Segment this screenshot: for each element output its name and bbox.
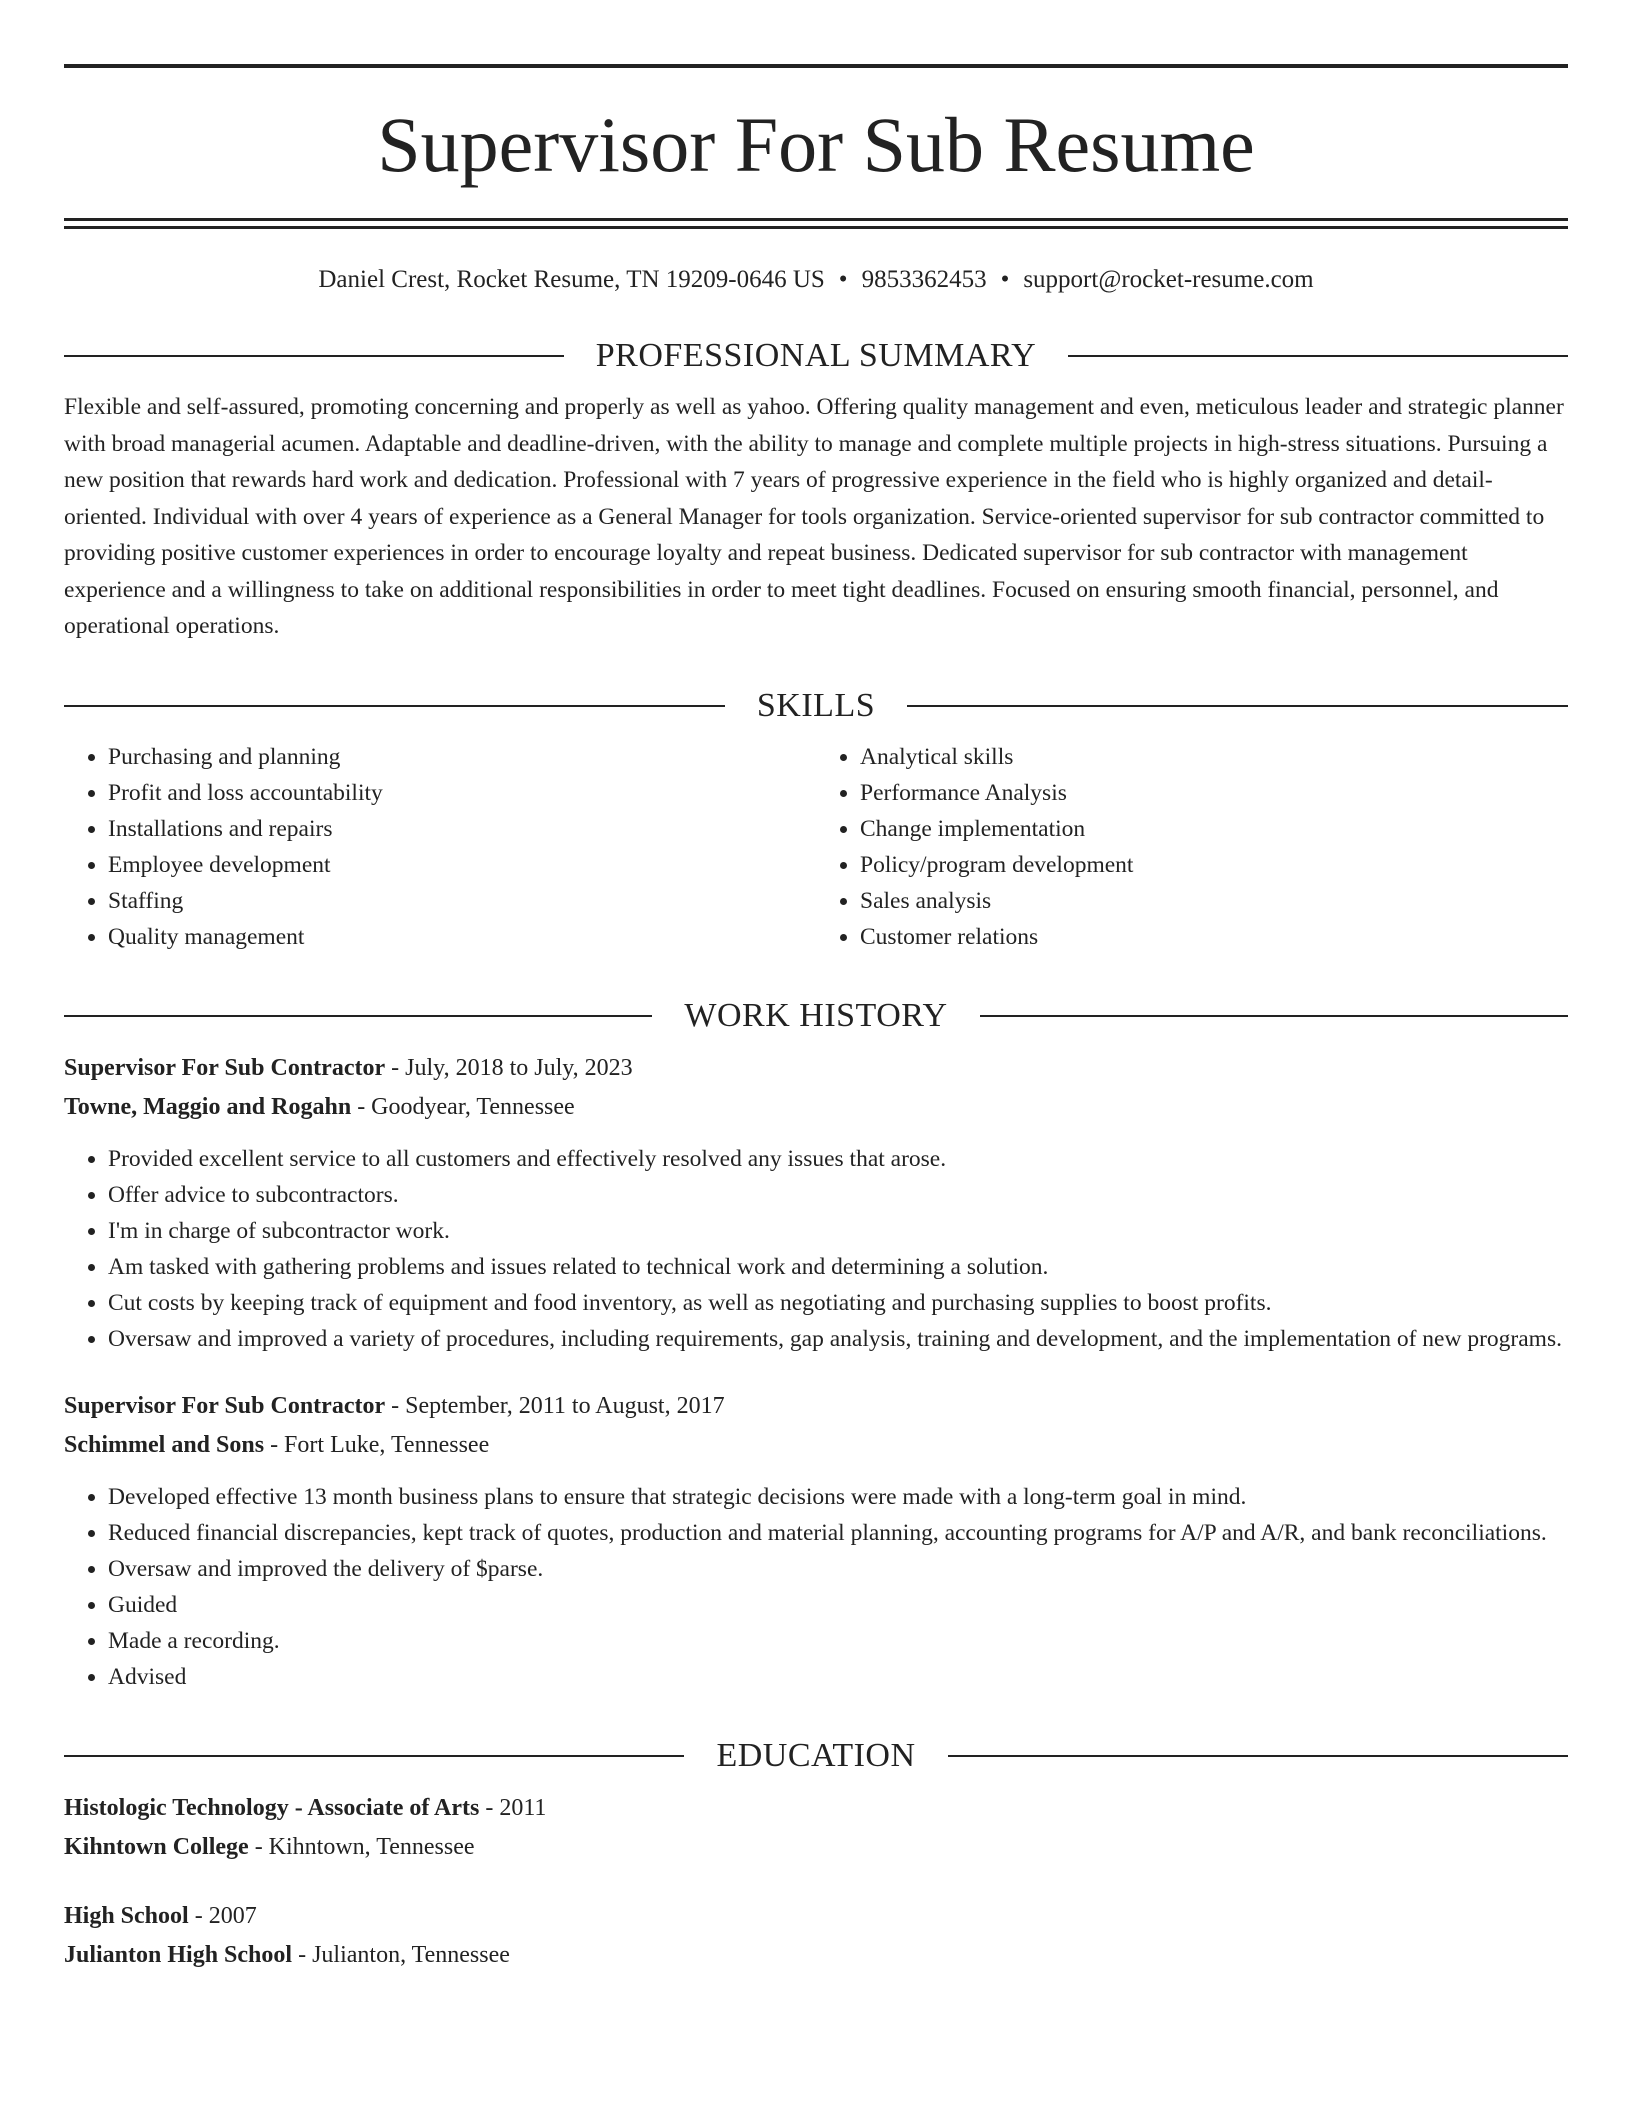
job-bullet: • Cut costs by keeping track of equipment and food inventory, as well as negotiating and purchasing supplies to boost profits. [108,1285,1568,1321]
job-location: - Fort Luke, Tennessee [264,1431,490,1458]
contact-separator: • [838,266,848,293]
job-dates: - September, 2011 to August, 2017 [385,1392,725,1419]
title-double-rule [64,218,1568,229]
summary-text: Flexible and self-assured, promoting concerning and properly as well as yahoo. Offering quality management and even, meticulous leader and strategic planner with broad managerial acumen. Adaptable and deadline-driven, with the ability to manage and complete multiple projects in high-stress situations. Pursuing a new position that rewards hard work and dedication. Professional with 7 years of progressive experience in the field who is highly organized and detail-oriented. Individual with over 4 years of experience as a General Manager for tools organization. Service-oriented supervisor for sub contractor committed to providing positive customer experiences in order to encourage loyalty and repeat business. Dedicated supervisor for sub contractor with management experience and a willingness to take on additional responsibilities in order to meet tight deadlines. Focused on ensuring smooth financial, personnel, and operational operations. [64,394,1564,639]
skill-item: • Sales analysis [860,883,1568,919]
education-year: - 2011 [479,1794,547,1821]
skills-heading-label: SKILLS [756,686,876,724]
education-degree-line [64,1897,1568,1936]
job-title: Supervisor For Sub Contractor [64,1392,386,1419]
skill-item: • Profit and loss accountability [108,775,816,811]
job-bullet: • Am tasked with gathering problems and issues related to technical work and determining a solution. [108,1249,1568,1285]
contact-separator: • [1000,266,1010,293]
contact-line [64,265,1568,295]
education-school-line [64,1828,1568,1867]
job-bullet: • Made a recording. [108,1623,1568,1659]
job-title-line [64,1049,1568,1088]
education-school: Julianton High School [64,1941,293,1968]
skill-item: • Purchasing and planning [108,739,816,775]
job-company-line [64,1088,1568,1127]
education-heading-label: EDUCATION [716,1736,916,1774]
job-company: Schimmel and Sons [64,1431,265,1458]
education-degree: Histologic Technology - Associate of Arts [64,1794,480,1821]
page-title: Supervisor For Sub Resume [377,101,1255,188]
heading-rule-right [907,705,1568,707]
job-bullet: • Provided excellent service to all customers and effectively resolved any issues that arose. [108,1141,1568,1177]
job-title-line [64,1387,1568,1426]
work-heading [64,996,1568,1034]
skill-item: • Installations and repairs [108,811,816,847]
heading-rule-left [64,1015,652,1017]
job-bullet: • I'm in charge of subcontractor work. [108,1213,1568,1249]
job-bullet: • Advised [108,1659,1568,1695]
skill-item: • Policy/program development [860,847,1568,883]
education-entry [64,1897,1568,1975]
skill-item: • Performance Analysis [860,775,1568,811]
heading-rule-right [948,1755,1568,1757]
education-degree: High School [64,1902,189,1929]
contact-phone: 9853362453 [861,266,987,293]
heading-rule-right [1068,355,1568,357]
contact-email: support@rocket-resume.com [1023,266,1314,293]
education-entry [64,1789,1568,1867]
job-bullet: • Oversaw and improved the delivery of $parse. [108,1551,1568,1587]
summary-heading-label: PROFESSIONAL SUMMARY [595,337,1037,374]
job-bullets [64,1479,1568,1695]
education-school-line [64,1936,1568,1975]
skill-item: • Employee development [108,847,816,883]
job-entry [64,1049,1568,1357]
job-bullet: • Guided [108,1587,1568,1623]
skill-item: • Change implementation [860,811,1568,847]
heading-rule-left [64,355,564,357]
job-bullet: • Oversaw and improved a variety of procedures, including requirements, gap analysis, training and development, and the implementation of new programs. [108,1321,1568,1357]
job-bullet: • Developed effective 13 month business plans to ensure that strategic decisions were made with a long-term goal in mind. [108,1479,1568,1515]
skill-item: • Quality management [108,919,816,955]
work-heading-label: WORK HISTORY [684,996,948,1034]
education-location: - Kihntown, Tennessee [248,1833,475,1860]
job-dates: - July, 2018 to July, 2023 [385,1054,633,1081]
skills-heading [64,686,1568,724]
skills-column-left [64,739,816,955]
contact-address: Daniel Crest, Rocket Resume, TN 19209-0646 US [318,266,825,293]
education-heading [64,1736,1568,1774]
job-bullets [64,1141,1568,1357]
job-bullet: • Offer advice to subcontractors. [108,1177,1568,1213]
heading-rule-left [64,1755,684,1757]
education-school: Kihntown College [64,1833,249,1860]
summary-heading [64,339,1568,373]
education-location: - Julianton, Tennessee [292,1941,510,1968]
skills-list [64,739,1568,955]
skill-item: • Analytical skills [860,739,1568,775]
job-entry [64,1387,1568,1695]
job-title: Supervisor For Sub Contractor [64,1054,386,1081]
job-bullet: • Reduced financial discrepancies, kept track of quotes, production and material planning, accounting programs for A/P and A/R, and bank reconciliations. [108,1515,1568,1551]
skill-item: • Staffing [108,883,816,919]
job-company-line [64,1426,1568,1465]
skills-column-right [816,739,1568,955]
job-location: - Goodyear, Tennessee [351,1093,575,1120]
education-degree-line [64,1789,1568,1828]
education-year: - 2007 [188,1902,257,1929]
heading-rule-left [64,705,725,707]
job-company: Towne, Maggio and Rogahn [64,1093,352,1120]
heading-rule-right [980,1015,1568,1017]
skill-item: • Customer relations [860,919,1568,955]
top-rule [64,64,1568,68]
